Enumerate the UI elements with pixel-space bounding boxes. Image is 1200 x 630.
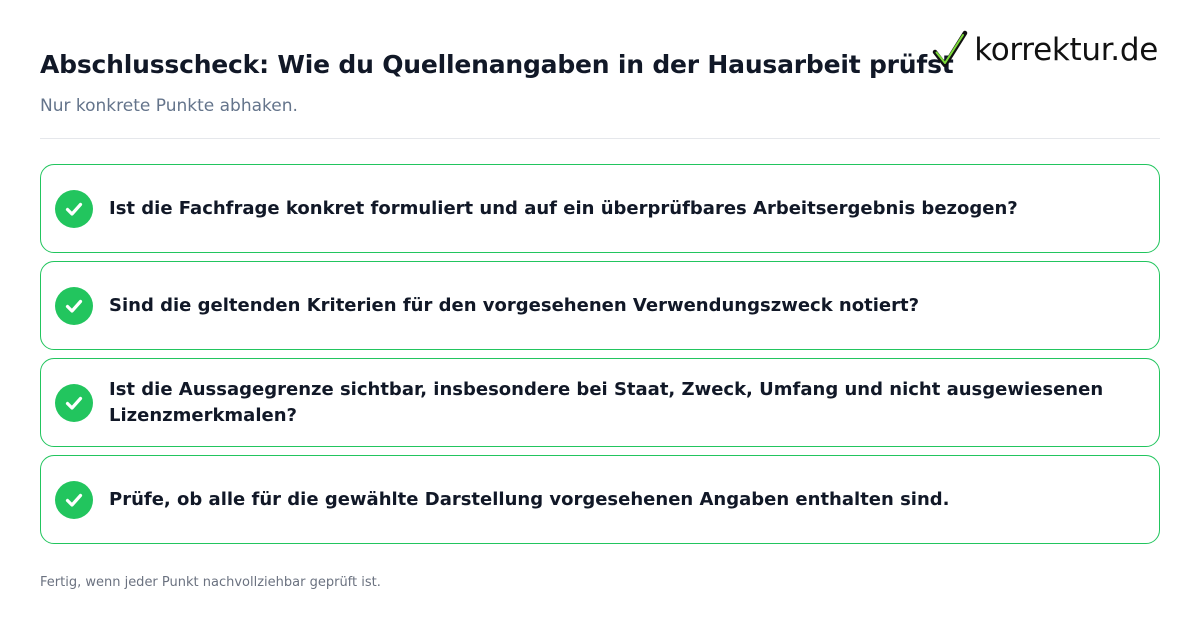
brand-name: korrektur.de <box>974 32 1158 68</box>
brand-logo[interactable] <box>932 30 1158 70</box>
check-circle-icon <box>55 287 93 325</box>
checklist-item-label: Prüfe, ob alle für die gewählte Darstellung vorgesehenen Angaben enthalten sind. <box>109 488 950 510</box>
page-subtitle: Nur konkrete Punkte abhaken. <box>40 96 298 116</box>
check-circle-icon <box>55 384 93 422</box>
checklist-item-label: Ist die Fachfrage konkret formuliert und auf ein überprüfbares Arbeitsergebnis bezogen? <box>109 197 1018 219</box>
check-circle-icon <box>55 481 93 519</box>
checkmark-icon <box>932 30 968 70</box>
footer-note: Fertig, wenn jeder Punkt nachvollziehbar geprüft ist. <box>40 575 381 590</box>
checklist-item[interactable] <box>40 164 1160 253</box>
checklist-item-label: Sind die geltenden Kriterien für den vorgesehenen Verwendungszweck notiert? <box>109 294 920 316</box>
checklist-item[interactable] <box>40 358 1160 447</box>
page-title: Abschlusscheck: Wie du Quellenangaben in der Hausarbeit prüfst <box>40 50 954 79</box>
checklist-item-label: Ist die Aussagegrenze sichtbar, insbesondere bei Staat, Zweck, Umfang und nicht ausgewiesenen Lizenzmerkmalen? <box>109 378 1104 426</box>
checklist <box>40 164 1160 544</box>
header-divider <box>40 138 1160 139</box>
checklist-item[interactable] <box>40 261 1160 350</box>
check-circle-icon <box>55 190 93 228</box>
checklist-item[interactable] <box>40 455 1160 544</box>
